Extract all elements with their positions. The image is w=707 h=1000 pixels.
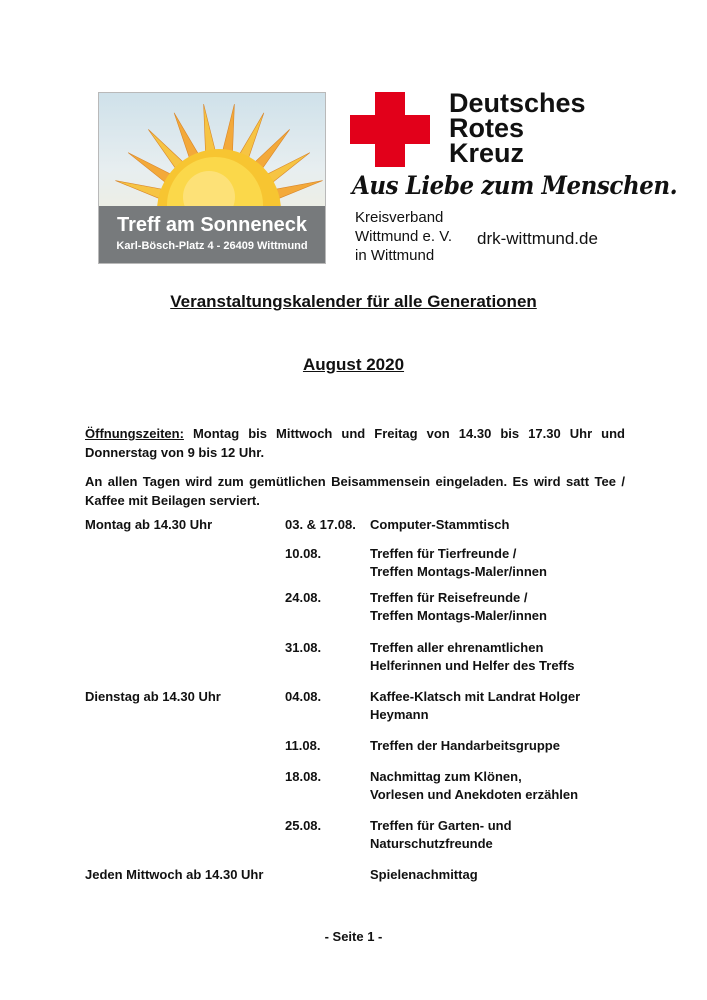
event-description bbox=[370, 688, 640, 724]
event-date: 31.08. bbox=[285, 640, 322, 655]
event-description-line: Treffen Montags-Maler/innen bbox=[370, 564, 547, 579]
sun-ray bbox=[204, 104, 216, 155]
drk-name-line: Rotes bbox=[449, 113, 525, 143]
red-cross-icon bbox=[350, 92, 430, 167]
sun-ray bbox=[222, 104, 234, 155]
event-description-line: Naturschutzfreunde bbox=[370, 836, 493, 851]
drk-org-line: in Wittmund bbox=[355, 247, 435, 264]
event-description-line: Treffen für Garten- und bbox=[370, 818, 512, 833]
event-description bbox=[370, 866, 640, 884]
event-description bbox=[370, 516, 640, 534]
event-description-line: Computer-Stammtisch bbox=[370, 517, 510, 532]
event-description-line: Treffen für Tierfreunde / bbox=[370, 546, 517, 561]
drk-name-line: Deutsches bbox=[449, 88, 586, 118]
event-date: 11.08. bbox=[285, 738, 321, 753]
month-heading: August 2020 bbox=[302, 355, 405, 374]
drk-slogan: Aus Liebe zum Menschen. bbox=[352, 171, 678, 200]
event-description bbox=[370, 768, 640, 804]
event-description-line: Kaffee-Klatsch mit Landrat Holger bbox=[370, 689, 581, 704]
sun-ray bbox=[238, 113, 264, 161]
drk-org-line: Wittmund e. V. bbox=[355, 228, 452, 245]
intro-text: An allen Tagen wird zum gemütlichen Beisammensein eingeladen. Es wird satt Tee / Kaffee mit Beilagen serviert. bbox=[85, 474, 625, 508]
event-day-label: Dienstag ab 14.30 Uhr bbox=[85, 689, 221, 704]
sun-ray bbox=[174, 113, 200, 161]
treff-am-sonneneck-logo bbox=[98, 92, 326, 264]
drk-name-line: Kreuz bbox=[449, 138, 525, 168]
event-day-label: Jeden Mittwoch ab 14.30 Uhr bbox=[85, 867, 264, 882]
event-description-line: Vorlesen und Anekdoten erzählen bbox=[370, 787, 579, 802]
page-title: Veranstaltungskalender für alle Generationen bbox=[170, 292, 537, 311]
event-description-line: Treffen der Handarbeitsgruppe bbox=[370, 738, 560, 753]
sun-ray bbox=[115, 181, 165, 200]
event-day-label: Montag ab 14.30 Uhr bbox=[85, 517, 213, 532]
event-description-line: Helferinnen und Helfer des Treffs bbox=[370, 658, 575, 673]
event-description-line: Spielenachmittag bbox=[370, 867, 478, 882]
drk-org-line: Kreisverband bbox=[355, 209, 444, 226]
event-date: 03. & 17.08. bbox=[285, 517, 356, 532]
event-date: 04.08. bbox=[285, 689, 322, 704]
opening-hours-label: Öffnungszeiten: bbox=[85, 426, 184, 441]
event-date: 25.08. bbox=[285, 818, 322, 833]
event-description bbox=[370, 639, 640, 675]
page-number: - Seite 1 - bbox=[324, 929, 383, 944]
event-description-line: Nachmittag zum Klönen, bbox=[370, 769, 522, 784]
drk-name bbox=[449, 88, 586, 168]
sun-logo-address: Karl-Bösch-Platz 4 - 26409 Wittmund bbox=[116, 240, 308, 252]
sun-logo-banner bbox=[99, 206, 325, 263]
event-description-line: Treffen für Reisefreunde / bbox=[370, 590, 528, 605]
event-date: 18.08. bbox=[285, 769, 322, 784]
sun-logo-title: Treff am Sonneneck bbox=[116, 214, 308, 236]
event-date: 24.08. bbox=[285, 590, 322, 605]
event-description-line: Treffen Montags-Maler/innen bbox=[370, 608, 547, 623]
opening-hours-text: Montag bis Mittwoch und Freitag von 14.30 bis 17.30 Uhr und Donnerstag von 9 bis 12 Uhr. bbox=[85, 426, 625, 460]
event-description-line: Treffen aller ehrenamtlichen bbox=[370, 640, 544, 655]
drk-website: drk-wittmund.de bbox=[477, 229, 598, 248]
event-description bbox=[370, 545, 640, 581]
event-description bbox=[370, 589, 640, 625]
event-date: 10.08. bbox=[285, 546, 322, 561]
event-description-line: Heymann bbox=[370, 707, 429, 722]
sun-ray bbox=[273, 181, 323, 200]
event-description bbox=[370, 817, 640, 853]
opening-hours bbox=[85, 424, 625, 462]
event-description bbox=[370, 737, 640, 755]
